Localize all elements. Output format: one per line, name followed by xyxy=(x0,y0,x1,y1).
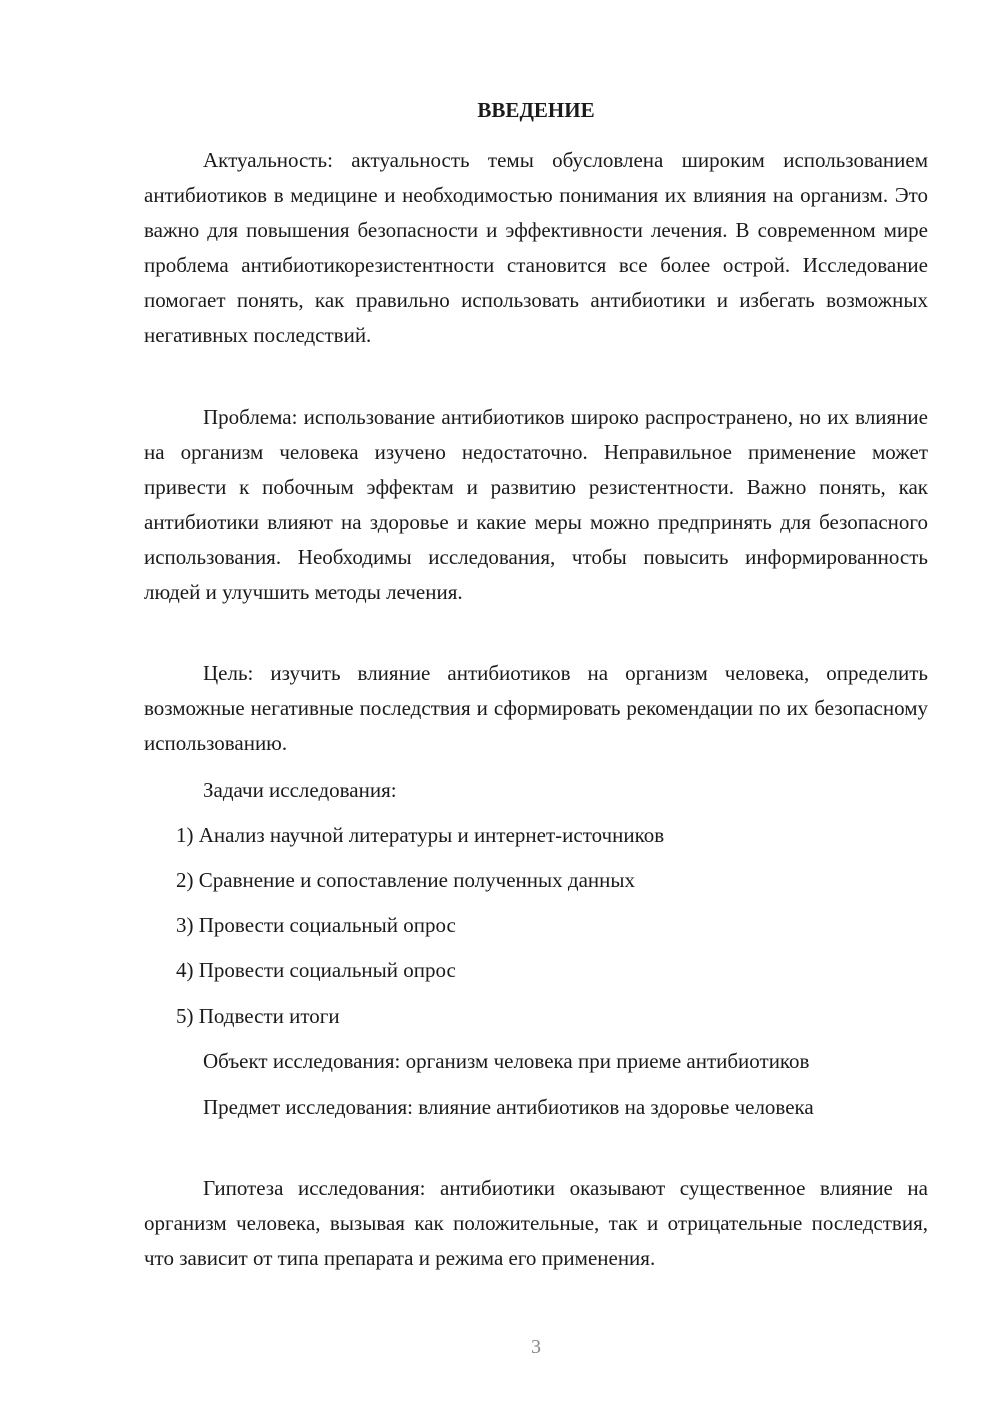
object-paragraph: Объект исследования: организм человека при приеме антибиотиков xyxy=(203,1049,810,1073)
goal-paragraph: Цель: изучить влияние антибиотиков на организм человека, определить возможные негативные последствия и сформировать рекомендации по их безопасному использованию. xyxy=(144,661,928,755)
subject-paragraph: Предмет исследования: влияние антибиотиков на здоровье человека xyxy=(203,1095,814,1119)
hypothesis-paragraph: Гипотеза исследования: антибиотики оказывают существенное влияние на организм человека, вызывая как положительные, так и отрицательные последствия, что зависит от типа препарата и режима его применения. xyxy=(144,1176,928,1270)
task-item: 1) Анализ научной литературы и интернет-источников xyxy=(176,823,665,847)
task-item: 5) Подвести итоги xyxy=(176,1004,340,1028)
page-title: ВВЕДЕНИЕ xyxy=(477,98,595,122)
relevance-paragraph: Актуальность: актуальность темы обусловлена широким использованием антибиотиков в медицине и необходимостью понимания их влияния на организм. Это важно для повышения безопасности и эффективности лечения. В современном мире проблема антибиотикорезистентности становится все более острой. Исследование помогает понять, как правильно использовать антибиотики и избегать возможных негативных последствий. xyxy=(144,148,928,347)
task-item: 2) Сравнение и сопоставление полученных данных xyxy=(176,868,635,892)
task-item: 3) Провести социальный опрос xyxy=(176,913,456,937)
page-number: 3 xyxy=(531,1336,541,1358)
problem-paragraph: Проблема: использование антибиотиков широко распространено, но их влияние на организм человека изучено недостаточно. Неправильное применение может привести к побочным эффектам и развитию резистентности. Важно понять, как антибиотики влияют на здоровье и какие меры можно предпринять для безопасного использования. Необходимы исследования, чтобы повысить информированность людей и улучшить методы лечения. xyxy=(144,405,928,604)
task-item: 4) Провести социальный опрос xyxy=(176,958,456,982)
tasks-heading: Задачи исследования: xyxy=(203,778,397,802)
